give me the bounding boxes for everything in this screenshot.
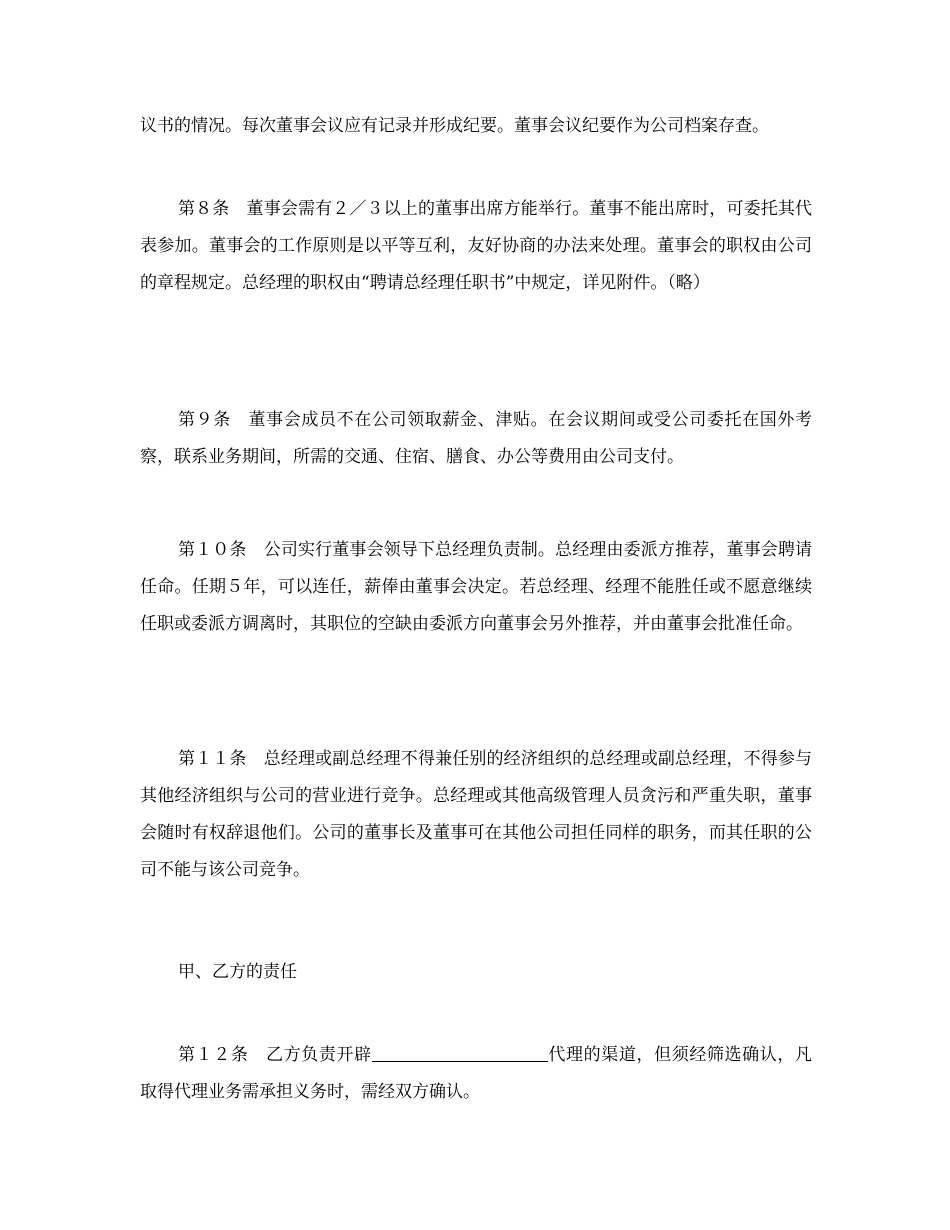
- paragraph-article-12: [140, 1037, 812, 1111]
- paragraph-meeting-records: 议书的情况。每次董事会议应有记录并形成纪要。董事会议纪要作为公司档案存查。: [140, 116, 769, 136]
- paragraph-article-8: 第８条 董事会需有２／３以上的董事出席方能举行。董事不能出席时，可委托其代表参加。董事会的工作原则是以平等互利，友好协商的办法来处理。董事会的职权由公司的章程规定。总经理的职权由“聘请总经理任职书”中规定，详见附件。（略）: [140, 199, 812, 293]
- paragraph-article-10: 第１０条 公司实行董事会领导下总经理负责制。总经理由委派方推荐，董事会聘请任命。任期５年，可以连任，薪俸由董事会决定。若总经理、经理不能胜任或不愿意继续任职或委派方调离时，其职位的空缺由委派方向董事会另外推荐，并由董事会批准任命。: [140, 540, 812, 634]
- paragraph-article-9: 第９条 董事会成员不在公司领取薪金、津贴。在会议期间或受公司委托在国外考察，联系业务期间，所需的交通、住宿、膳食、办公等费用由公司支付。: [140, 410, 812, 467]
- article-12-text-after: 代理的渠道，但须经筛选确认，凡取得代理业务需承担义务时，需经双方确认。: [140, 1045, 813, 1102]
- paragraph-article-11: 第１１条 总经理或副总经理不得兼任别的经济组织的总经理或副总经理，不得参与其他经济组织与公司的营业进行竞争。总经理或其他高级管理人员贪污和严重失职，董事会随时有权辞退他们。公司的董事长及董事可在其他公司担任同样的职务，而其任职的公司不能与该公司竞争。: [140, 749, 812, 880]
- fill-in-blank-line: [372, 1043, 548, 1062]
- section-heading-responsibilities: 甲、乙方的责任: [178, 962, 297, 982]
- article-12-text-before: 第１２条 乙方负责开辟: [178, 1045, 372, 1065]
